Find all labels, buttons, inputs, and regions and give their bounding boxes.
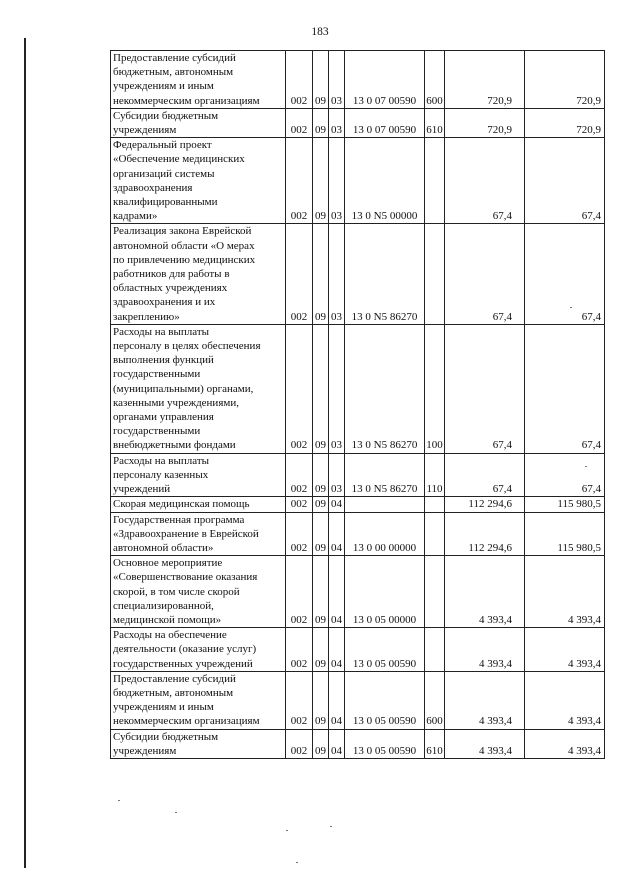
expense-name-line: некоммерческим организациям — [113, 715, 260, 728]
subsection-code-cell: 03 — [329, 108, 345, 137]
table-row — [111, 671, 605, 729]
ministry-code-cell: 002 — [286, 729, 313, 758]
subsection-code-cell: 03 — [329, 138, 345, 224]
table-row — [111, 729, 605, 758]
subsection-code-cell: 03 — [329, 324, 345, 453]
expense-name-cell — [111, 497, 286, 512]
expense-name-cell — [111, 671, 286, 729]
amount-year-2-cell: 4 393,4 — [525, 556, 605, 628]
target-article-cell: 13 0 07 00590 — [345, 51, 425, 109]
expense-name-cell — [111, 453, 286, 497]
expense-name-line: специализированной, — [113, 599, 214, 612]
table-row — [111, 556, 605, 628]
ministry-code-cell: 002 — [286, 108, 313, 137]
subsection-code-cell: 03 — [329, 453, 345, 497]
target-article-cell: 13 0 N5 00000 — [345, 138, 425, 224]
page-number: 183 — [311, 26, 329, 38]
expense-name-line: организаций системы — [113, 167, 215, 180]
binding-edge-line — [24, 38, 26, 868]
expense-name-line: квалифицированными — [113, 196, 218, 209]
amount-year-2-cell: 720,9 — [525, 108, 605, 137]
amount-year-2-cell: 115 980,5 — [525, 512, 605, 556]
expense-name-line: по привлечению медицинских — [113, 253, 256, 266]
expense-name-line: «Здравоохранение в Еврейской — [113, 527, 259, 540]
section-code-cell: 09 — [313, 138, 329, 224]
expense-name-line: закреплению» — [113, 310, 180, 323]
expense-type-cell: 110 — [425, 453, 445, 497]
expense-name-line: учреждениям и иным — [113, 701, 214, 714]
expense-name-line: (муниципальными) органами, — [113, 382, 254, 395]
amount-year-1-cell: 4 393,4 — [445, 729, 525, 758]
expense-name-cell — [111, 224, 286, 324]
amount-year-2-cell: 67,4 — [525, 453, 605, 497]
ministry-code-cell: 002 — [286, 512, 313, 556]
target-article-cell: 13 0 00 00000 — [345, 512, 425, 556]
target-article-cell: 13 0 05 00000 — [345, 556, 425, 628]
table-row — [111, 628, 605, 672]
expense-name-line: персоналу казенных — [113, 468, 209, 481]
expense-name-cell — [111, 628, 286, 672]
expense-name-line: работников для работы в — [113, 268, 230, 281]
budget-table — [110, 50, 605, 759]
subsection-code-cell: 04 — [329, 628, 345, 672]
amount-year-1-cell: 67,4 — [445, 324, 525, 453]
target-article-cell: 13 0 N5 86270 — [345, 453, 425, 497]
target-article-cell: 13 0 05 00590 — [345, 628, 425, 672]
section-code-cell: 09 — [313, 453, 329, 497]
ministry-code-cell: 002 — [286, 497, 313, 512]
section-code-cell: 09 — [313, 729, 329, 758]
expense-type-cell — [425, 138, 445, 224]
ministry-code-cell: 002 — [286, 324, 313, 453]
expense-name-line: учреждениям — [113, 744, 177, 757]
expense-name-line: бюджетным, автономным — [113, 66, 234, 79]
expense-type-cell — [425, 628, 445, 672]
expense-name-cell — [111, 729, 286, 758]
expense-name-cell — [111, 324, 286, 453]
table-row — [111, 497, 605, 512]
section-code-cell: 09 — [313, 224, 329, 324]
expense-name-line: скорой, в том числе скорой — [113, 585, 240, 598]
table-row — [111, 51, 605, 109]
section-code-cell: 09 — [313, 671, 329, 729]
table-row — [111, 138, 605, 224]
expense-name-cell — [111, 556, 286, 628]
amount-year-1-cell: 4 393,4 — [445, 628, 525, 672]
amount-year-1-cell: 720,9 — [445, 51, 525, 109]
expense-name-line: здравоохранения и их — [113, 296, 216, 309]
expense-name-line: учреждениям и иным — [113, 80, 214, 93]
target-article-cell — [345, 497, 425, 512]
ministry-code-cell: 002 — [286, 671, 313, 729]
expense-name-line: «Обеспечение медицинских — [113, 153, 245, 166]
amount-year-2-cell: 67,4 — [525, 324, 605, 453]
expense-name-line: Реализация закона Еврейской — [113, 225, 252, 238]
expense-name-line: государственных учреждений — [113, 657, 253, 670]
expense-name-line: областных учреждениях — [113, 282, 228, 295]
expense-name-line: Основное мероприятие — [113, 557, 223, 570]
subsection-code-cell: 03 — [329, 224, 345, 324]
section-code-cell: 09 — [313, 324, 329, 453]
subsection-code-cell: 04 — [329, 671, 345, 729]
expense-name-cell — [111, 512, 286, 556]
expense-type-cell: 100 — [425, 324, 445, 453]
ministry-code-cell: 002 — [286, 138, 313, 224]
table-row — [111, 324, 605, 453]
scan-speckle — [296, 862, 298, 863]
expense-name-line: Федеральный проект — [113, 139, 212, 152]
subsection-code-cell: 04 — [329, 729, 345, 758]
amount-year-2-cell: 4 393,4 — [525, 628, 605, 672]
expense-type-cell: 600 — [425, 51, 445, 109]
expense-name-line: учреждениям — [113, 124, 177, 137]
section-code-cell: 09 — [313, 628, 329, 672]
expense-type-cell — [425, 556, 445, 628]
expense-name-line: Расходы на обеспечение — [113, 629, 227, 642]
amount-year-2-cell: 720,9 — [525, 51, 605, 109]
expense-name-line: Расходы на выплаты — [113, 454, 210, 467]
amount-year-2-cell: 115 980,5 — [525, 497, 605, 512]
subsection-code-cell: 04 — [329, 556, 345, 628]
amount-year-1-cell: 67,4 — [445, 224, 525, 324]
section-code-cell: 09 — [313, 108, 329, 137]
expense-name-line: Предоставление субсидий — [113, 52, 236, 64]
ministry-code-cell: 002 — [286, 51, 313, 109]
table-row — [111, 453, 605, 497]
expense-name-line: кадрами» — [113, 210, 158, 223]
scan-speckle — [286, 830, 288, 831]
expense-name-line: казенными учреждениями, — [113, 396, 239, 409]
expense-name-line: бюджетным, автономным — [113, 686, 234, 699]
expense-name-line: деятельности (оказание услуг) — [113, 643, 257, 656]
expense-name-line: выполнения функций — [113, 354, 214, 367]
table-row — [111, 512, 605, 556]
expense-name-line: медицинской помощи» — [113, 613, 222, 626]
expense-type-cell: 610 — [425, 108, 445, 137]
scan-speckle — [118, 800, 120, 801]
table-row — [111, 108, 605, 137]
amount-year-2-cell: 4 393,4 — [525, 729, 605, 758]
expense-type-cell: 610 — [425, 729, 445, 758]
expense-name-cell — [111, 108, 286, 137]
target-article-cell: 13 0 05 00590 — [345, 729, 425, 758]
expense-name-line: внебюджетными фондами — [113, 439, 236, 452]
expense-type-cell — [425, 224, 445, 324]
subsection-code-cell: 04 — [329, 497, 345, 512]
expense-name-line: государственными — [113, 368, 201, 381]
ministry-code-cell: 002 — [286, 628, 313, 672]
section-code-cell: 09 — [313, 512, 329, 556]
section-code-cell: 09 — [313, 51, 329, 109]
section-code-cell: 09 — [313, 497, 329, 512]
scan-speckle — [570, 307, 572, 308]
expense-name-line: «Совершенствование оказания — [113, 571, 258, 584]
amount-year-1-cell: 112 294,6 — [445, 497, 525, 512]
amount-year-2-cell: 4 393,4 — [525, 671, 605, 729]
target-article-cell: 13 0 07 00590 — [345, 108, 425, 137]
amount-year-1-cell: 4 393,4 — [445, 556, 525, 628]
amount-year-1-cell: 720,9 — [445, 108, 525, 137]
expense-name-line: Скорая медицинская помощь — [113, 498, 250, 511]
scan-speckle — [585, 466, 587, 467]
expense-name-line: государственными — [113, 425, 201, 438]
expense-name-line: некоммерческим организациям — [113, 94, 260, 107]
ministry-code-cell: 002 — [286, 453, 313, 497]
expense-name-line: Предоставление субсидий — [113, 672, 236, 685]
subsection-code-cell: 03 — [329, 51, 345, 109]
expense-name-line: автономной области» — [113, 541, 214, 554]
expense-type-cell — [425, 497, 445, 512]
expense-name-cell — [111, 138, 286, 224]
scan-speckle — [330, 826, 332, 827]
table-row — [111, 224, 605, 324]
expense-name-line: органами управления — [113, 411, 214, 424]
amount-year-2-cell: 67,4 — [525, 224, 605, 324]
expense-name-line: персоналу в целях обеспечения — [113, 340, 261, 353]
expense-name-line: автономной области «О мерах — [113, 239, 255, 252]
expense-name-line: здравоохранения — [113, 181, 193, 194]
section-code-cell: 09 — [313, 556, 329, 628]
target-article-cell: 13 0 N5 86270 — [345, 324, 425, 453]
expense-name-line: Расходы на выплаты — [113, 325, 210, 338]
ministry-code-cell: 002 — [286, 224, 313, 324]
ministry-code-cell: 002 — [286, 556, 313, 628]
expense-name-cell — [111, 51, 286, 109]
target-article-cell: 13 0 N5 86270 — [345, 224, 425, 324]
expense-name-line: Субсидии бюджетным — [113, 109, 219, 122]
target-article-cell: 13 0 05 00590 — [345, 671, 425, 729]
expense-name-line: Государственная программа — [113, 513, 245, 526]
scan-speckle — [175, 812, 177, 813]
amount-year-2-cell: 67,4 — [525, 138, 605, 224]
expense-name-line: учреждений — [113, 483, 171, 496]
subsection-code-cell: 04 — [329, 512, 345, 556]
amount-year-1-cell: 67,4 — [445, 138, 525, 224]
expense-name-line: Субсидии бюджетным — [113, 730, 219, 743]
amount-year-1-cell: 112 294,6 — [445, 512, 525, 556]
amount-year-1-cell: 4 393,4 — [445, 671, 525, 729]
expense-type-cell — [425, 512, 445, 556]
expense-type-cell: 600 — [425, 671, 445, 729]
amount-year-1-cell: 67,4 — [445, 453, 525, 497]
